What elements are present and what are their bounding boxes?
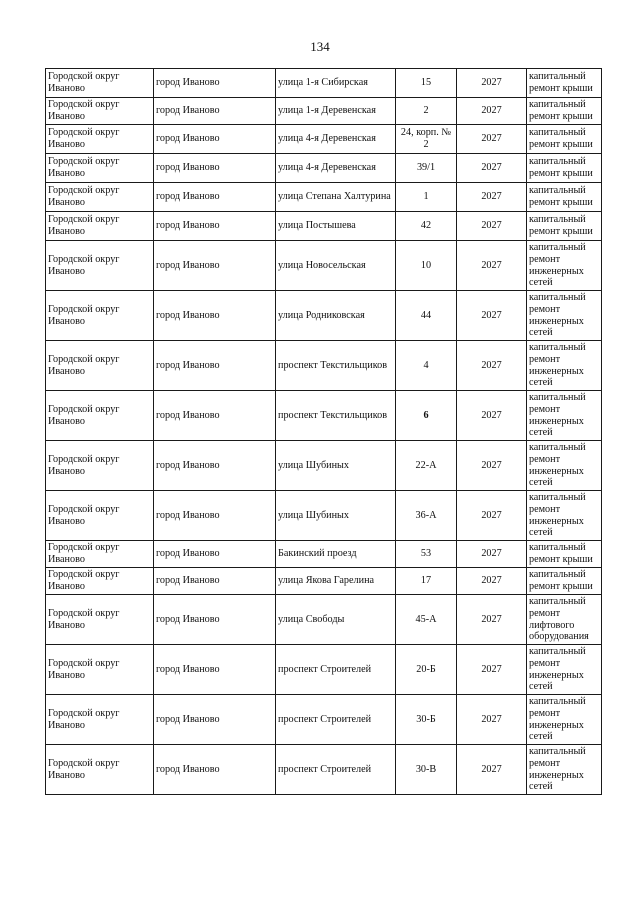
settlement-cell: город Иваново <box>154 98 276 125</box>
settlement-cell: город Иваново <box>154 491 276 541</box>
work-type-cell: капитальный ремонт инженерных сетей <box>527 645 602 695</box>
table-row <box>46 69 602 98</box>
house-number-cell: 4 <box>396 341 457 391</box>
municipality-cell: Городской округ Иваново <box>46 98 154 125</box>
settlement-cell: город Иваново <box>154 441 276 491</box>
house-number-cell: 45-А <box>396 595 457 645</box>
year-cell: 2027 <box>457 491 527 541</box>
table-row <box>46 125 602 154</box>
settlement-cell: город Иваново <box>154 695 276 745</box>
house-number-cell: 24, корп. № 2 <box>396 125 457 154</box>
municipality-cell: Городской округ Иваново <box>46 645 154 695</box>
municipality-cell: Городской округ Иваново <box>46 745 154 795</box>
table-row <box>46 695 602 745</box>
municipality-cell: Городской округ Иваново <box>46 69 154 98</box>
table-row <box>46 212 602 241</box>
work-type-cell: капитальный ремонт инженерных сетей <box>527 441 602 491</box>
municipality-cell: Городской округ Иваново <box>46 154 154 183</box>
house-number-cell: 42 <box>396 212 457 241</box>
house-number-cell: 22-А <box>396 441 457 491</box>
street-cell: улица Шубиных <box>276 441 396 491</box>
year-cell: 2027 <box>457 125 527 154</box>
street-cell: улица Новосельская <box>276 241 396 291</box>
house-number-cell: 15 <box>396 69 457 98</box>
table-row <box>46 745 602 795</box>
work-type-cell: капитальный ремонт крыши <box>527 125 602 154</box>
house-number-cell: 2 <box>396 98 457 125</box>
table-row <box>46 645 602 695</box>
work-type-cell: капитальный ремонт инженерных сетей <box>527 391 602 441</box>
year-cell: 2027 <box>457 568 527 595</box>
work-type-cell: капитальный ремонт крыши <box>527 212 602 241</box>
year-cell: 2027 <box>457 695 527 745</box>
municipality-cell: Городской округ Иваново <box>46 441 154 491</box>
table-row <box>46 491 602 541</box>
settlement-cell: город Иваново <box>154 341 276 391</box>
settlement-cell: город Иваново <box>154 745 276 795</box>
street-cell: проспект Текстильщиков <box>276 341 396 391</box>
municipality-cell: Городской округ Иваново <box>46 695 154 745</box>
settlement-cell: город Иваново <box>154 69 276 98</box>
street-cell: улица Степана Халтурина <box>276 183 396 212</box>
street-cell: улица 1-я Сибирская <box>276 69 396 98</box>
settlement-cell: город Иваново <box>154 212 276 241</box>
year-cell: 2027 <box>457 69 527 98</box>
municipality-cell: Городской округ Иваново <box>46 183 154 212</box>
table-row <box>46 541 602 568</box>
municipality-cell: Городской округ Иваново <box>46 341 154 391</box>
municipality-cell: Городской округ Иваново <box>46 212 154 241</box>
year-cell: 2027 <box>457 98 527 125</box>
table-row <box>46 154 602 183</box>
year-cell: 2027 <box>457 183 527 212</box>
municipality-cell: Городской округ Иваново <box>46 241 154 291</box>
work-type-cell: капитальный ремонт инженерных сетей <box>527 491 602 541</box>
street-cell: улица Якова Гарелина <box>276 568 396 595</box>
street-cell: улица Постышева <box>276 212 396 241</box>
street-cell: проспект Строителей <box>276 645 396 695</box>
settlement-cell: город Иваново <box>154 241 276 291</box>
year-cell: 2027 <box>457 154 527 183</box>
settlement-cell: город Иваново <box>154 291 276 341</box>
year-cell: 2027 <box>457 241 527 291</box>
street-cell: улица Родниковская <box>276 291 396 341</box>
house-number-cell: 44 <box>396 291 457 341</box>
work-type-cell: капитальный ремонт крыши <box>527 69 602 98</box>
street-cell: проспект Строителей <box>276 695 396 745</box>
municipality-cell: Городской округ Иваново <box>46 491 154 541</box>
street-cell: улица Шубиных <box>276 491 396 541</box>
settlement-cell: город Иваново <box>154 595 276 645</box>
house-number-cell: 30-Б <box>396 695 457 745</box>
house-number-cell: 39/1 <box>396 154 457 183</box>
year-cell: 2027 <box>457 441 527 491</box>
work-type-cell: капитальный ремонт инженерных сетей <box>527 341 602 391</box>
municipality-cell: Городской округ Иваново <box>46 568 154 595</box>
work-type-cell: капитальный ремонт крыши <box>527 183 602 212</box>
year-cell: 2027 <box>457 745 527 795</box>
work-type-cell: капитальный ремонт инженерных сетей <box>527 291 602 341</box>
work-type-cell: капитальный ремонт лифтового оборудования <box>527 595 602 645</box>
work-type-cell: капитальный ремонт крыши <box>527 154 602 183</box>
year-cell: 2027 <box>457 212 527 241</box>
settlement-cell: город Иваново <box>154 541 276 568</box>
work-type-cell: капитальный ремонт крыши <box>527 541 602 568</box>
year-cell: 2027 <box>457 595 527 645</box>
settlement-cell: город Иваново <box>154 154 276 183</box>
street-cell: улица 1-я Деревенская <box>276 98 396 125</box>
year-cell: 2027 <box>457 341 527 391</box>
work-type-cell: капитальный ремонт крыши <box>527 568 602 595</box>
street-cell: Бакинский проезд <box>276 541 396 568</box>
table-row <box>46 595 602 645</box>
page-number: 134 <box>310 39 330 54</box>
table-row <box>46 341 602 391</box>
repair-schedule-table <box>45 68 602 795</box>
municipality-cell: Городской округ Иваново <box>46 391 154 441</box>
table-row <box>46 241 602 291</box>
work-type-cell: капитальный ремонт инженерных сетей <box>527 745 602 795</box>
work-type-cell: капитальный ремонт инженерных сетей <box>527 695 602 745</box>
table-row <box>46 441 602 491</box>
house-number-cell: 53 <box>396 541 457 568</box>
year-cell: 2027 <box>457 541 527 568</box>
table-row <box>46 98 602 125</box>
year-cell: 2027 <box>457 391 527 441</box>
house-number-cell: 1 <box>396 183 457 212</box>
year-cell: 2027 <box>457 645 527 695</box>
municipality-cell: Городской округ Иваново <box>46 291 154 341</box>
street-cell: улица Свободы <box>276 595 396 645</box>
house-number-cell: 36-А <box>396 491 457 541</box>
municipality-cell: Городской округ Иваново <box>46 125 154 154</box>
street-cell: проспект Строителей <box>276 745 396 795</box>
table-body <box>46 69 602 795</box>
work-type-cell: капитальный ремонт инженерных сетей <box>527 241 602 291</box>
settlement-cell: город Иваново <box>154 183 276 212</box>
house-number-cell: 6 <box>396 391 457 441</box>
house-number-cell: 17 <box>396 568 457 595</box>
table-row <box>46 291 602 341</box>
settlement-cell: город Иваново <box>154 568 276 595</box>
municipality-cell: Городской округ Иваново <box>46 541 154 568</box>
street-cell: проспект Текстильщиков <box>276 391 396 441</box>
house-number-cell: 10 <box>396 241 457 291</box>
table-row <box>46 568 602 595</box>
table-row <box>46 391 602 441</box>
street-cell: улица 4-я Деревенская <box>276 125 396 154</box>
settlement-cell: город Иваново <box>154 125 276 154</box>
year-cell: 2027 <box>457 291 527 341</box>
house-number-cell: 30-В <box>396 745 457 795</box>
settlement-cell: город Иваново <box>154 391 276 441</box>
municipality-cell: Городской округ Иваново <box>46 595 154 645</box>
table-row <box>46 183 602 212</box>
settlement-cell: город Иваново <box>154 645 276 695</box>
street-cell: улица 4-я Деревенская <box>276 154 396 183</box>
house-number-cell: 20-Б <box>396 645 457 695</box>
work-type-cell: капитальный ремонт крыши <box>527 98 602 125</box>
